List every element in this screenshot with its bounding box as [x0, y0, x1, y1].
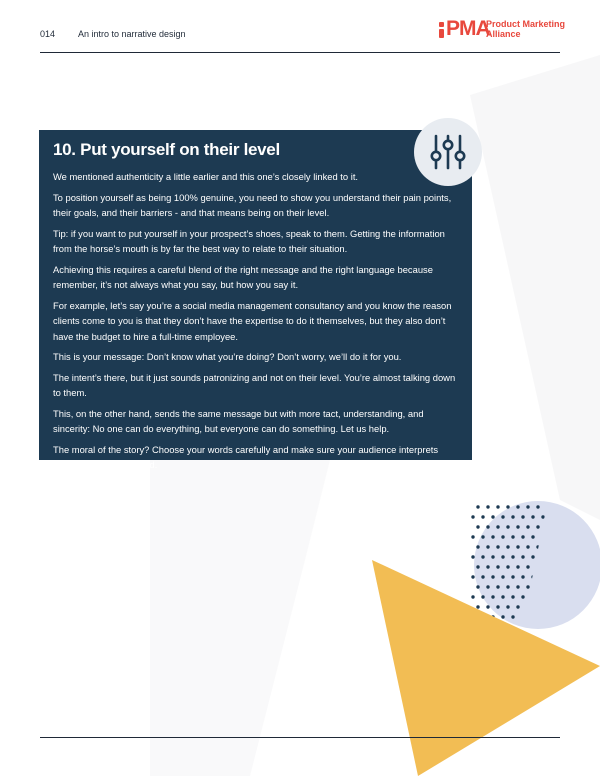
- body-paragraph: The intent’s there, but it just sounds patronizing and not on their level. You’re almost talking down to them.: [53, 371, 456, 398]
- logo-letters: PMA: [446, 17, 490, 40]
- body-paragraph: We mentioned authenticity a little earlier and this one’s closely linked to it.: [53, 171, 359, 182]
- footer-divider: [40, 737, 560, 738]
- running-title: An intro to narrative design: [78, 29, 186, 39]
- section-title: 10. Put yourself on their level: [53, 140, 280, 159]
- faint-background-shape: [150, 460, 330, 776]
- body-paragraph: Achieving this requires a careful blend of the right message and the right language because remember, it’s not always what you say, but how you say it.: [53, 263, 433, 290]
- sliders-icon: [428, 132, 468, 172]
- page-number: 014: [40, 29, 56, 39]
- sliders-icon-badge: [414, 118, 482, 186]
- lavender-circle: [474, 501, 600, 629]
- pma-logo-mark: [439, 17, 490, 40]
- logo-name-line1: Product Marketing: [486, 19, 566, 29]
- logo-bar: [439, 29, 444, 38]
- body-paragraph: The moral of the story? Choose your words carefully and make sure your audience interprets them the way you intend.: [53, 443, 439, 470]
- page-header: [0, 0, 600, 60]
- body-paragraph: This, on the other hand, sends the same message but with more tact, understanding, and sincerity: No one can do everything, but everyone can do something. Let us help.: [53, 407, 424, 434]
- pma-logo: [439, 18, 566, 40]
- faint-background-shape: [470, 55, 600, 520]
- body-paragraph: For example, let’s say you’re a social media management consultancy and you know the reason clients come to you is that they don’t have the expertise to do it themselves, but they also don’t have the budget to hire a full-time employee.: [53, 299, 452, 342]
- header-divider: [40, 52, 560, 53]
- body-paragraph: This is your message: Don’t know what you’re doing? Don’t worry, we’ll do it for you.: [53, 351, 402, 362]
- logo-name-line2: Alliance: [486, 29, 521, 39]
- section-panel: [39, 130, 472, 470]
- logo-dot: [439, 22, 444, 27]
- body-paragraph: To position yourself as being 100% genuine, you need to show you understand their pain points, their goals, and their barriers - and that means being on their level.: [53, 191, 452, 218]
- body-paragraph: Tip: if you want to put yourself in your prospect’s shoes, speak to them. Getting the information from the horse’s mouth is by far the best way to relate to their situation.: [53, 227, 445, 254]
- logo-wordmark: [486, 19, 566, 39]
